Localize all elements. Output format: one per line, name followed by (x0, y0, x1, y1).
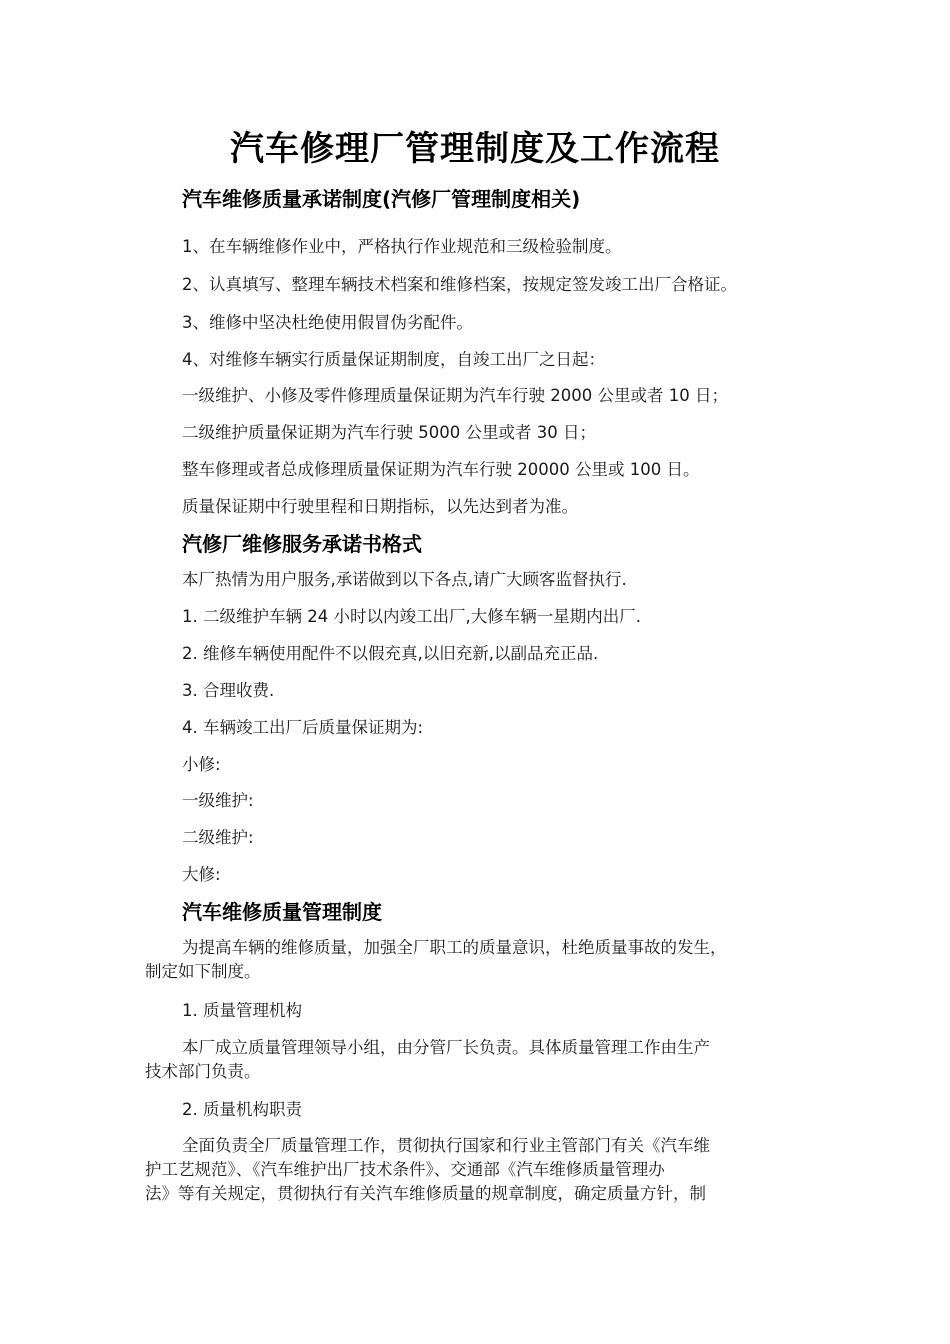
paragraph-line: 全面负责全厂质量管理工作，贯彻执行国家和行业主管部门有关《汽车维 (182, 1136, 710, 1155)
list-item: 2、认真填写、整理车辆技术档案和维修档案，按规定签发竣工出厂合格证。 (182, 275, 737, 294)
paragraph-line: 技术部门负责。 (145, 1062, 261, 1081)
org-paragraph (145, 1036, 825, 1084)
section-heading-service-commitment: 汽修厂维修服务承诺书格式 (182, 532, 422, 556)
list-item: 小修: (182, 755, 221, 774)
list-item: 1、在车辆维修作业中，严格执行作业规范和三级检验制度。 (182, 237, 622, 256)
subheading-org-duties: 2. 质量机构职责 (182, 1100, 302, 1119)
subheading-quality-org: 1. 质量管理机构 (182, 1001, 302, 1020)
duties-paragraph (145, 1134, 825, 1206)
list-item: 3. 合理收费. (182, 681, 275, 700)
section-heading-quality-management: 汽车维修质量管理制度 (182, 900, 382, 924)
list-item: 大修: (182, 865, 221, 884)
paragraph-line: 法》等有关规定，贯彻执行有关汽车维修质量的规章制度，确定质量方针，制 (145, 1184, 706, 1203)
list-item: 3、维修中坚决杜绝使用假冒伪劣配件。 (182, 313, 473, 332)
list-item: 4、对维修车辆实行质量保证期制度，自竣工出厂之日起： (182, 350, 605, 369)
list-item: 1. 二级维护车辆 24 小时以内竣工出厂,大修车辆一星期内出厂. (182, 607, 641, 626)
list-item: 质量保证期中行驶里程和日期指标，以先达到者为准。 (182, 497, 578, 516)
document-title: 汽车修理厂管理制度及工作流程 (230, 129, 720, 169)
intro-paragraph (145, 936, 825, 984)
list-item: 本厂热情为用户服务,承诺做到以下各点,请广大顾客监督执行. (182, 570, 627, 589)
paragraph-line: 本厂成立质量管理领导小组，由分管厂长负责。具体质量管理工作由生产 (182, 1038, 710, 1057)
list-item: 一级维护: (182, 791, 254, 810)
list-item: 整车修理或者总成修理质量保证期为汽车行驶 20000 公里或 100 日。 (182, 460, 700, 479)
list-item: 二级维护质量保证期为汽车行驶 5000 公里或者 30 日； (182, 423, 596, 442)
paragraph-line: 为提高车辆的维修质量，加强全厂职工的质量意识，杜绝质量事故的发生， (182, 938, 727, 957)
paragraph-line: 护工艺规范》、《汽车维护出厂技术条件》、交通部《汽车维修质量管理办 (145, 1160, 665, 1179)
section-heading-quality-commitment: 汽车维修质量承诺制度(汽修厂管理制度相关) (182, 187, 581, 211)
list-item: 二级维护: (182, 828, 254, 847)
list-item: 一级维护、小修及零件修理质量保证期为汽车行驶 2000 公里或者 10 日； (182, 386, 728, 405)
list-item: 2. 维修车辆使用配件不以假充真,以旧充新,以副品充正品. (182, 644, 599, 663)
list-item: 4. 车辆竣工出厂后质量保证期为: (182, 718, 424, 737)
paragraph-line: 制定如下制度。 (145, 962, 261, 981)
